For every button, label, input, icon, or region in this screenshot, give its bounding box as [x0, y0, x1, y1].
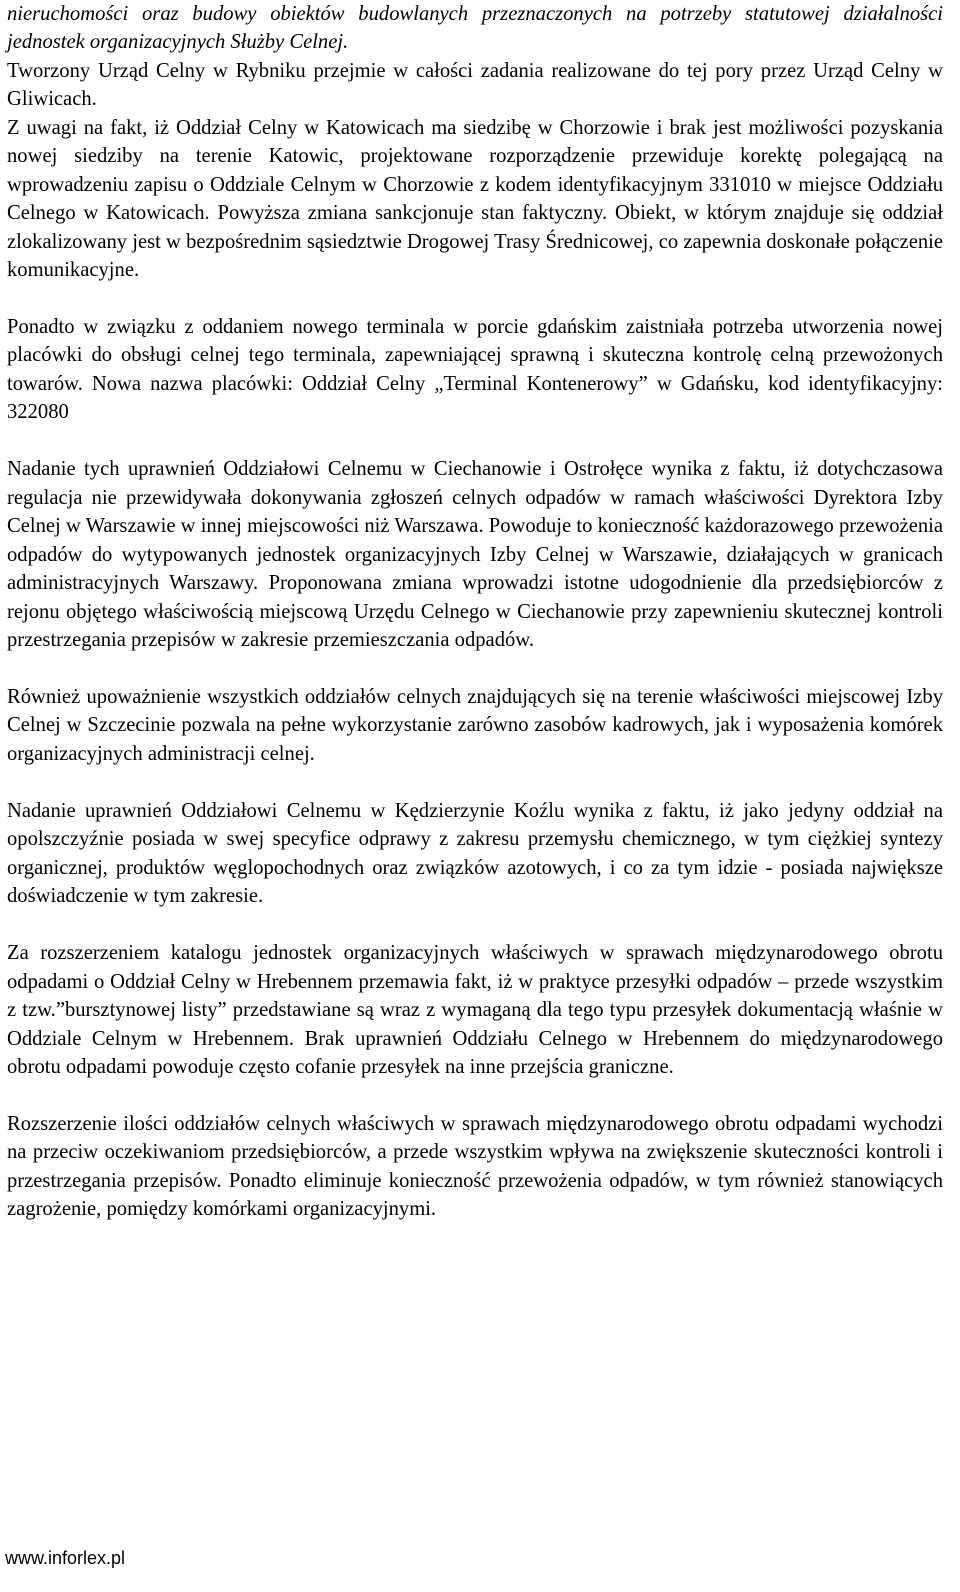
paragraph-hrebenne: Za rozszerzeniem katalogu jednostek organizacyjnych właściwych w sprawach międzynarodowego obrotu odpadami o Oddział Celny w Hrebennem przemawia fakt, iż w praktyce przesyłki odpadów – przede wszystkim z tzw.”bursztynowej listy” przedstawiane są wraz z wymaganą dla tego typu przesyłek dokumentacją właśnie w Oddziale Celnym w Hrebennem. Brak uprawnień Oddziału Celnego w Hrebennem do międzynarodowego obrotu odpadami powoduje często cofanie przesyłek na inne przejścia graniczne.: [7, 942, 943, 1078]
paragraph-summary: Rozszerzenie ilości oddziałów celnych właściwych w sprawach międzynarodowego obrotu odpadami wychodzi na przeciw oczekiwaniom przedsiębiorców, a przede wszystkim wpływa na zwiększenie skuteczności kontroli i przestrzegania przepisów. Ponadto eliminuje konieczność przewożenia odpadów, w tym również stanowiących zagrożenie, pomiędzy komórkami organizacyjnymi.: [7, 1112, 943, 1221]
paragraph-kedzierzyn: Nadanie uprawnień Oddziałowi Celnemu w Kędzierzynie Koźlu wynika z faktu, iż jako jedyny oddział na opolszczyźnie posiada w swej specyfice odprawy z zakresu przemysłu chemicznego, w tym ciężkiej syntezy organicznej, produktów węglopochodnych oraz związków azotowych, i co za tym idzie - posiada największe doświadczenie w tym zakresie.: [7, 799, 943, 908]
paragraph-gap: [7, 655, 943, 684]
paragraph-continued-italic: nieruchomości oraz budowy obiektów budowlanych przeznaczonych na potrzeby statutowej działalności jednostek organizacyjnych Służby Celnej.: [7, 3, 943, 54]
paragraph-ciechanow: Nadanie tych uprawnień Oddziałowi Celnemu w Ciechanowie i Ostrołęce wynika z faktu, iż dotychczasowa regulacja nie przewidywała dokonywania zgłoszeń celnych odpadów w ramach właściwości Dyrektora Izby Celnej w Warszawie w innej miejscowości niż Warszawa. Powoduje to konieczność każdorazowego przewożenia odpadów do wytypowanych jednostek organizacyjnych Izby Celnej w Warszawie, działających w granicach administracyjnych Warszawy. Proponowana zmiana wprowadzi istotne udogodnienie dla przedsiębiorców z rejonu objętego właściwością miejscową Urzędu Celnego w Ciechanowie przy zapewnieniu skutecznej kontroli przestrzegania przepisów w zakresie przemieszczania odpadów.: [7, 458, 943, 652]
paragraph-gap: [7, 768, 943, 797]
paragraph-rybnik: Tworzony Urząd Celny w Rybniku przejmie w całości zadania realizowane do tej pory przez Urząd Celny w Gliwicach.: [7, 59, 943, 111]
paragraph-szczecin: Również upoważnienie wszystkich oddziałów celnych znajdujących się na terenie właściwości miejscowej Izby Celnej w Szczecinie pozwala na pełne wykorzystanie zarówno zasobów kadrowych, jak i wyposażenia komórek organizacyjnych administracji celnej.: [7, 686, 943, 765]
paragraph-intro: [7, 0, 943, 114]
document-body: [7, 0, 943, 1224]
paragraph-gdansk: Ponadto w związku z oddaniem nowego terminala w porcie gdańskim zaistniała potrzeba utworzenia nowej placówki do obsługi celnej tego terminala, zapewniającej sprawną i skuteczna kontrolę celną przewożonych towarów. Nowa nazwa placówki: Oddział Celny „Terminal Kontenerowy” w Gdańsku, kod identyfikacyjny: 322080: [7, 316, 943, 424]
paragraph-gap: [7, 427, 943, 456]
footer-site-url: www.inforlex.pl: [5, 1548, 126, 1568]
paragraph-katowice: Z uwagi na fakt, iż Oddział Celny w Katowicach ma siedzibę w Chorzowie i brak jest możliwości pozyskania nowej siedziby na terenie Katowic, projektowane rozporządzenie przewiduje korektę polegającą na wprowadzeniu zapisu o Oddziale Celnym w Chorzowie z kodem identyfikacyjnym 331010 w miejsce Oddziału Celnego w Katowicach. Powyższa zmiana sankcjonuje stan faktyczny. Obiekt, w którym znajduje się oddział zlokalizowany jest w bezpośrednim sąsiedztwie Drogowej Trasy Średnicowej, co zapewnia doskonałe połączenie komunikacyjne.: [7, 116, 943, 282]
paragraph-gap: [7, 285, 943, 314]
paragraph-gap: [7, 911, 943, 940]
paragraph-gap: [7, 1081, 943, 1110]
